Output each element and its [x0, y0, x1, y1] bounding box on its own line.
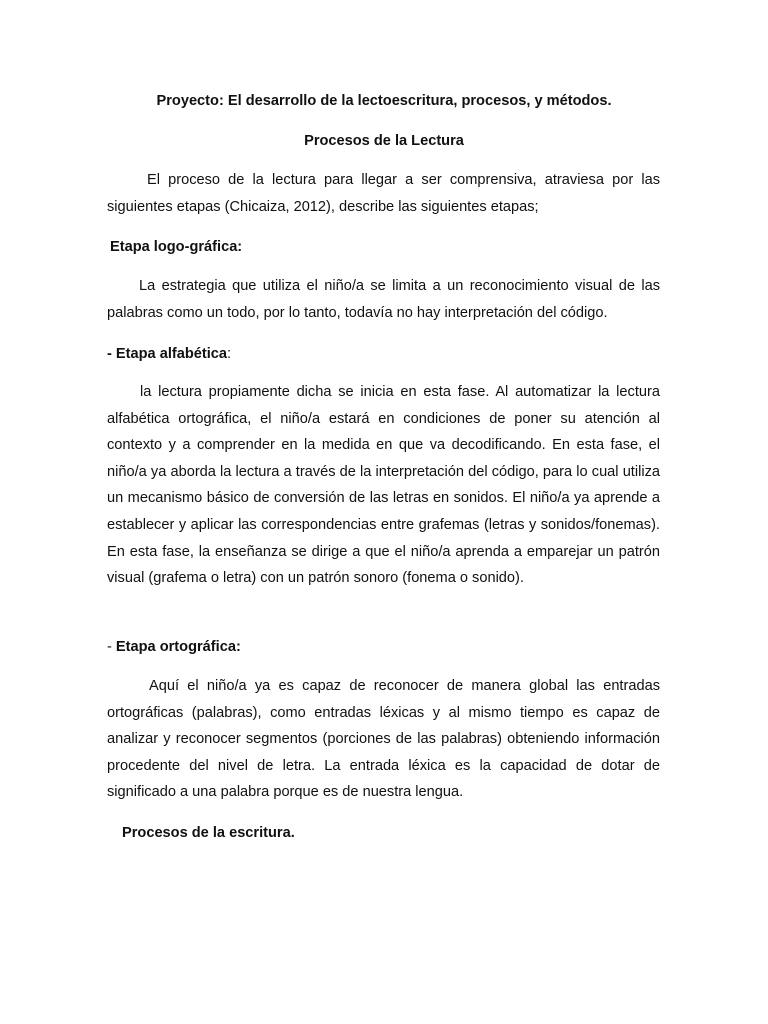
stage1-heading: Etapa logo-gráfica: [110, 239, 243, 255]
stage1-paragraph: La estrategia que utiliza el niño/a se limita a un reconocimiento visual de las palabras como un todo, por lo tanto, todavía no hay interpretación del código. [107, 278, 660, 321]
stage3-paragraph: Aquí el niño/a ya es capaz de reconocer de manera global las entradas ortográficas (palabras), como entradas léxicas y al mismo tiempo es capaz de analizar y reconocer segmentos (porciones de las palabras) obteniendo información procedente del nivel de letra. La entrada léxica es la capacidad de dotar de significado a una palabra porque es de nuestra lengua. [107, 678, 660, 801]
stage2-heading-line [107, 345, 231, 363]
stage3-heading-prefix: - [107, 639, 116, 655]
writing-section-title: Procesos de la escritura. [122, 825, 295, 841]
project-title: Proyecto: El desarrollo de la lectoescritura, procesos, y métodos. [156, 93, 612, 109]
stage2-heading: Etapa alfabética [115, 346, 228, 362]
stage2-heading-prefix: - [107, 346, 116, 362]
stage3-heading-line [107, 638, 241, 656]
intro-paragraph: El proceso de la lectura para llegar a ser comprensiva, atraviesa por las siguientes etapas (Chicaiza, 2012), describe las siguientes etapas; [107, 172, 660, 215]
stage3-heading: Etapa ortográfica: [115, 639, 241, 655]
stage2-paragraph: la lectura propiamente dicha se inicia en esta fase. Al automatizar la lectura alfabética ortográfica, el niño/a estará en condiciones de poner su atención al contexto y a comprender en la medida en que va decodificando. En esta fase, el niño/a ya aborda la lectura a través de la interpretación del código, para lo cual utiliza un mecanismo básico de conversión de las letras en sonidos. El niño/a ya aprende a establecer y aplicar las correspondencias entre grafemas (letras y sonidos/fonemas). En esta fase, la enseñanza se dirige a que el niño/a aprenda a emparejar un patrón visual (grafema o letra) con un patrón sonoro (fonema o sonido). [107, 384, 660, 587]
reading-section-title: Procesos de la Lectura [304, 133, 464, 149]
stage2-heading-suffix: : [227, 346, 232, 362]
